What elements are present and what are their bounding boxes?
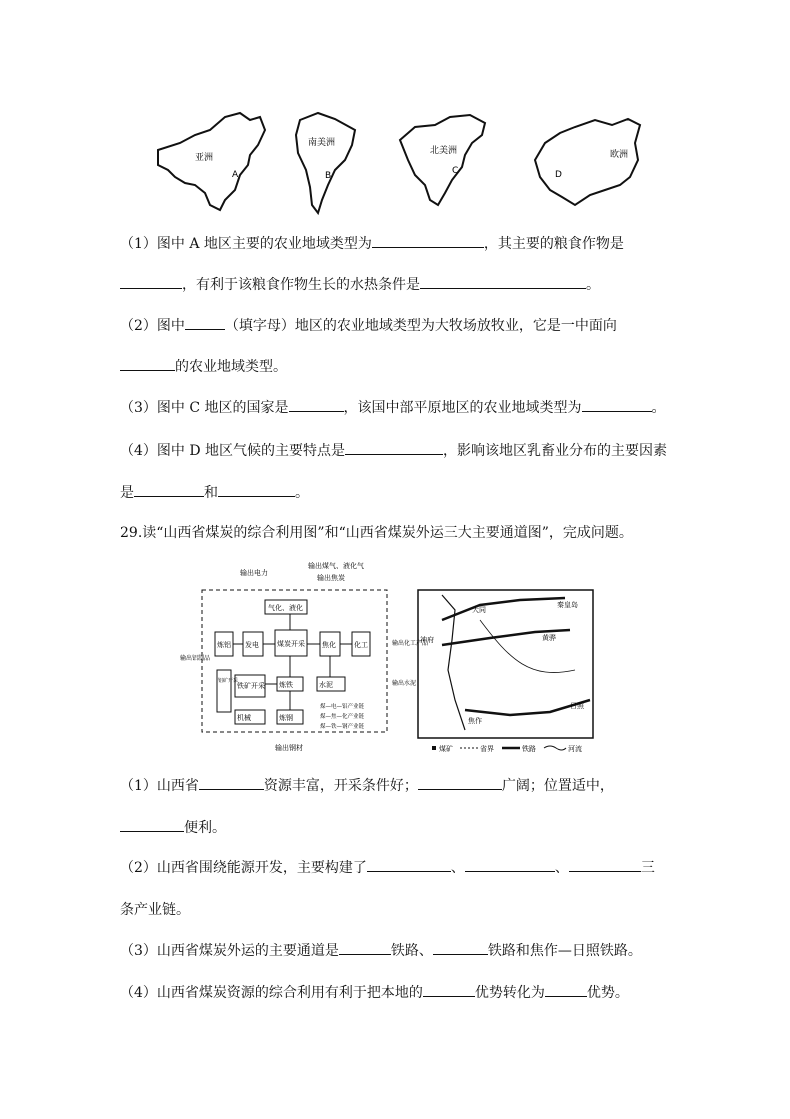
box-al: 炼铝 bbox=[217, 641, 231, 649]
q28-line-6: （4）图中 D 地区气候的主要特点是 ，影响该地区乳畜业分布的主要因素 bbox=[120, 440, 667, 461]
place-datong: 大同 bbox=[472, 606, 486, 614]
place-rizhao: 日照 bbox=[570, 702, 584, 710]
q29-line-5: （3）山西省煤炭外运的主要通道是 铁路、 铁路和焦作—日照铁路。 bbox=[120, 940, 642, 961]
box-machinery: 机械 bbox=[237, 714, 251, 722]
asia-label: 亚洲 bbox=[195, 153, 214, 163]
q29-figures bbox=[180, 560, 610, 755]
legend-railway: 铁路 bbox=[522, 745, 536, 753]
q29-line-6: （4）山西省煤炭资源的综合利用有利于把本地的 优势转化为 优势。 bbox=[120, 982, 629, 1003]
q29-line-3: （2）山西省围绕能源开发，主要构建了 、 、 三 bbox=[120, 857, 655, 878]
box-iron: 炼铁 bbox=[279, 681, 293, 689]
asia-map bbox=[158, 113, 265, 210]
answer-blank[interactable] bbox=[545, 982, 587, 997]
continent-maps-figure bbox=[150, 105, 650, 220]
answer-blank[interactable] bbox=[569, 857, 641, 872]
south-america-label: 南美洲 bbox=[308, 138, 336, 148]
answer-blank[interactable] bbox=[418, 775, 502, 790]
q28-line-3: （2）图中 （填字母）地区的农业地域类型为大牧场放牧业，它是一中面向 bbox=[120, 315, 617, 336]
box-al-mining: 铝矿开采 bbox=[218, 678, 239, 684]
answer-blank[interactable] bbox=[339, 940, 391, 955]
q28-line-7: 是 和 。 bbox=[120, 482, 309, 503]
letter-b: B bbox=[325, 171, 332, 181]
out-al: 输出铝制品 bbox=[180, 655, 211, 662]
out-cement: 输出水泥 bbox=[392, 680, 417, 687]
out-chem: 输出化工产品 bbox=[392, 640, 429, 647]
box-iron-mining: 铁矿开采 bbox=[237, 682, 265, 690]
legend-coal: 煤矿 bbox=[439, 745, 453, 753]
q29-title: 29.读“山西省煤炭的综合利用图”和“山西省煤炭外运三大主要通道图”，完成问题。 bbox=[120, 525, 633, 541]
q28-line-2: ，有利于该粮食作物生长的水热条件是 。 bbox=[120, 274, 600, 295]
place-qinhuangdao: 秦皇岛 bbox=[557, 601, 578, 609]
answer-blank[interactable] bbox=[120, 356, 175, 371]
box-chem: 化工 bbox=[354, 641, 368, 649]
q28-line-1: （1）图中 A 地区主要的农业地域类型为 ，其主要的粮食作物是 bbox=[120, 233, 624, 254]
shanxi-transport-map bbox=[418, 590, 593, 753]
box-coking: 焦化 bbox=[322, 641, 336, 649]
europe-label: 欧洲 bbox=[610, 150, 629, 160]
letter-d: D bbox=[555, 170, 562, 180]
box-steel: 炼钢 bbox=[279, 714, 293, 722]
answer-blank[interactable] bbox=[120, 274, 182, 289]
answer-blank[interactable] bbox=[199, 775, 264, 790]
q29-line-2: 便利。 bbox=[120, 817, 226, 838]
q29-line-4: 条产业链。 bbox=[120, 902, 190, 918]
out-gas: 输出煤气、液化气 bbox=[308, 562, 364, 570]
answer-blank[interactable] bbox=[367, 857, 451, 872]
north-america-label: 北美洲 bbox=[430, 146, 458, 156]
chain-1: 煤—电—铝产业链 bbox=[320, 704, 365, 710]
box-gasify: 气化、液化 bbox=[268, 604, 303, 612]
q29-line-1: （1）山西省 资源丰富，开采条件好； 广阔；位置适中， bbox=[120, 775, 614, 796]
europe-map bbox=[535, 119, 640, 205]
out-power: 输出电力 bbox=[240, 569, 268, 577]
answer-blank[interactable] bbox=[423, 982, 475, 997]
legend-border: 省界 bbox=[480, 745, 494, 753]
answer-blank[interactable] bbox=[465, 857, 555, 872]
box-cement: 水泥 bbox=[319, 681, 333, 689]
place-huanghua: 黄骅 bbox=[542, 634, 556, 642]
answer-blank[interactable] bbox=[185, 315, 225, 330]
place-shenfu: 神府 bbox=[420, 636, 434, 644]
place-jiaozuo: 焦作 bbox=[468, 717, 482, 725]
coal-utilization-diagram bbox=[180, 561, 428, 752]
letter-c: C bbox=[452, 166, 459, 176]
answer-blank[interactable] bbox=[433, 940, 488, 955]
answer-blank[interactable] bbox=[582, 397, 652, 412]
chain-3: 煤—铁—钢产业链 bbox=[320, 724, 365, 730]
out-steel: 输出钢材 bbox=[275, 744, 303, 752]
q28-line-4: 的农业地域类型。 bbox=[120, 356, 287, 377]
answer-blank[interactable] bbox=[120, 817, 184, 832]
answer-blank[interactable] bbox=[134, 482, 204, 497]
answer-blank[interactable] bbox=[372, 233, 484, 248]
answer-blank[interactable] bbox=[289, 397, 344, 412]
letter-a: A bbox=[232, 170, 239, 180]
answer-blank[interactable] bbox=[420, 274, 586, 289]
box-coal-mining: 煤炭开采 bbox=[277, 640, 305, 648]
answer-blank[interactable] bbox=[218, 482, 295, 497]
chain-2: 煤—焦—化产业链 bbox=[320, 714, 365, 720]
box-power: 发电 bbox=[245, 641, 259, 649]
q28-line-5: （3）图中 C 地区的国家是 ，该国中部平原地区的农业地域类型为 。 bbox=[120, 397, 666, 418]
north-america-map bbox=[400, 115, 485, 205]
answer-blank[interactable] bbox=[345, 440, 443, 455]
south-america-map bbox=[296, 113, 355, 213]
out-coke: 输出焦炭 bbox=[317, 574, 345, 582]
legend-river: 河流 bbox=[568, 745, 582, 753]
